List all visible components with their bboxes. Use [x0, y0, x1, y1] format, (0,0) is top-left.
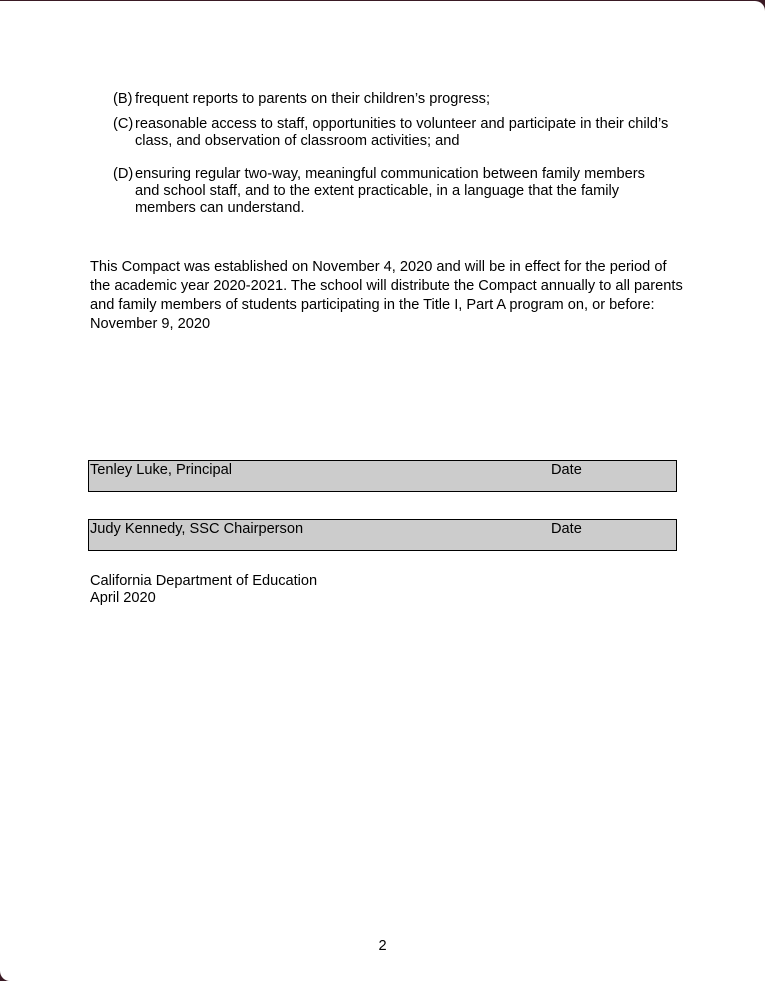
signature-date-label: Date — [551, 462, 582, 478]
list-item-b — [113, 91, 673, 108]
footer-date: April 2020 — [90, 590, 156, 606]
list-item-text: frequent reports to parents on their children’s progress; — [135, 91, 491, 107]
page-number: 2 — [378, 938, 387, 954]
compact-paragraph: This Compact was established on November 4, 2020 and will be in effect for the period of the academic year 2020-2021. The school will distribute the Compact annually to all parents and family members of students participating in the Title I, Part A program on, or before: November 9, 2020 — [90, 259, 683, 332]
signature-name: Tenley Luke, Principal — [90, 462, 232, 478]
list-marker: (B) — [113, 91, 133, 107]
list-item-d — [113, 166, 673, 217]
signature-box-principal — [88, 460, 677, 492]
signature-box-chairperson — [88, 519, 677, 551]
list-marker: (D) — [113, 166, 134, 182]
footer-organization: California Department of Education — [90, 573, 318, 589]
list-item-text: ensuring regular two-way, meaningful communication between family members and school staff, and to the extent practicable, in a language that the family members can understand. — [135, 166, 645, 216]
list-item-c — [113, 116, 673, 150]
list-item-text: reasonable access to staff, opportunities to volunteer and participate in their child’s class, and observation of classroom activities; and — [135, 116, 669, 149]
signature-date-label: Date — [551, 521, 582, 537]
document-page — [0, 1, 765, 981]
list-marker: (C) — [113, 116, 134, 132]
signature-name: Judy Kennedy, SSC Chairperson — [90, 521, 304, 537]
